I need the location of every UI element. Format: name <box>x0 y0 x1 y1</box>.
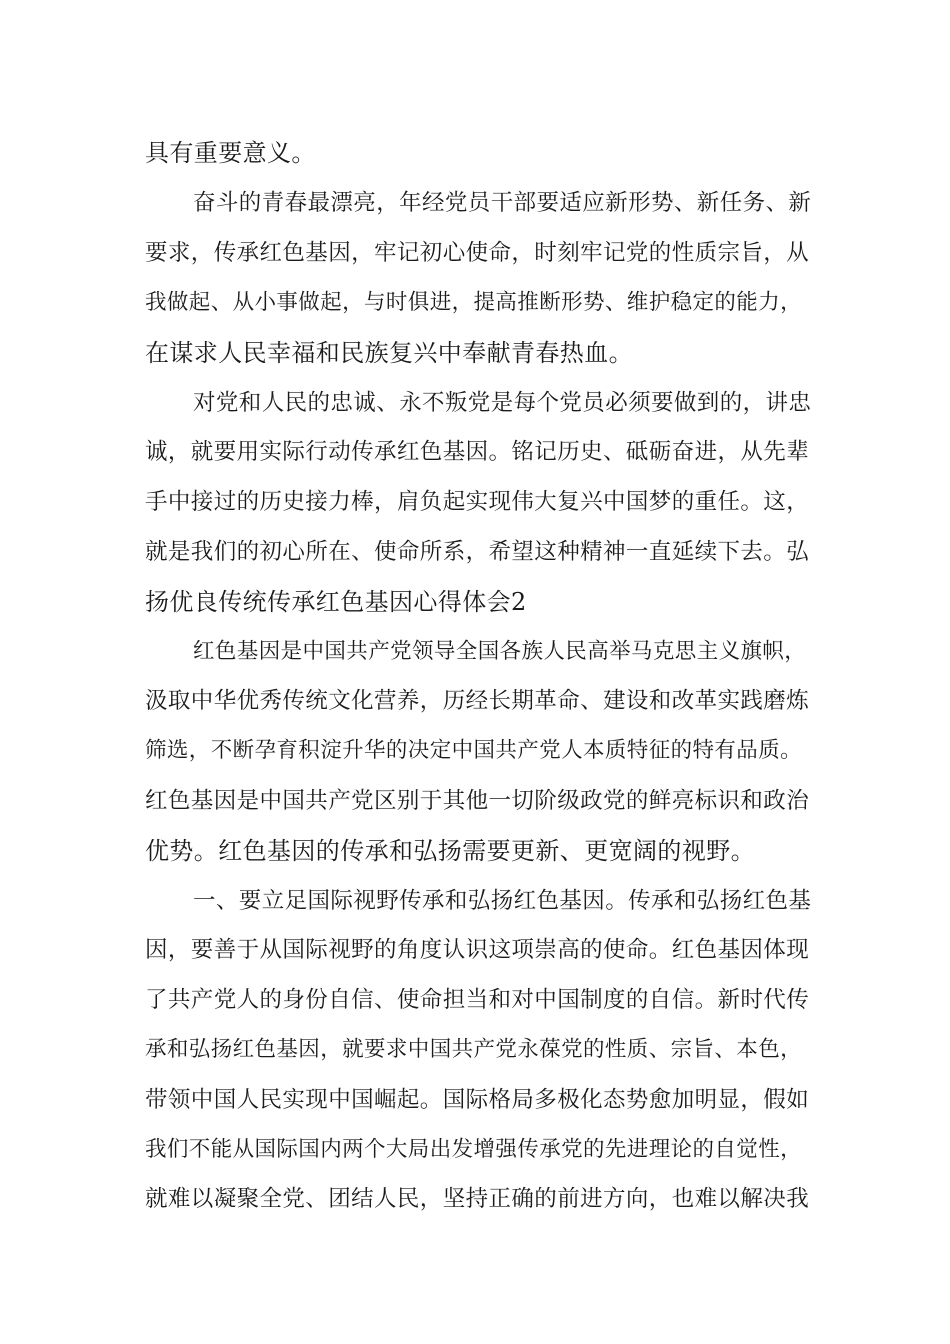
text-line: 要求，传承红色基因，牢记初心使命，时刻牢记党的性质宗旨，从 <box>145 240 810 266</box>
text-line: 就是我们的初心所在、使命所系，希望这种精神一直延续下去。弘 <box>145 539 810 565</box>
paragraph-start-line: 对党和人民的忠诚、永不叛党是每个党员必须要做到的，讲忠 <box>193 390 812 416</box>
text-line: 诚，就要用实际行动传承红色基因。铭记历史、砥砺奋进，从先辈 <box>145 439 810 465</box>
text-line: 优势。红色基因的传承和弘扬需要更新、更宽阔的视野。 <box>145 837 755 865</box>
paragraph-start-line: 奋斗的青春最漂亮，年经党员干部要适应新形势、新任务、新 <box>193 190 812 216</box>
text-line: 手中接过的历史接力棒，肩负起实现伟大复兴中国梦的重任。这， <box>145 489 810 515</box>
text-line: 在谋求人民幸福和民族复兴中奉献青春热血。 <box>145 339 633 367</box>
text-line: 我做起、从小事做起，与时俱进，提高推断形势、维护稳定的能力， <box>145 290 803 315</box>
text-line: 因，要善于从国际视野的角度认识这项崇高的使命。红色基因体现 <box>145 937 810 963</box>
text-line: 承和弘扬红色基因，就要求中国共产党永葆党的性质、宗旨、本色， <box>145 1037 803 1062</box>
paragraph-start-line: 红色基因是中国共产党领导全国各族人民高举马克思主义旗帜， <box>193 639 807 664</box>
text-line: 扬优良传统传承红色基因心得体会2 <box>145 588 527 616</box>
text-line: 筛选，不断孕育积淀升华的决定中国共产党人本质特征的特有品质。 <box>145 738 803 763</box>
text-line: 汲取中华优秀传统文化营养，历经长期革命、建设和改革实践磨炼 <box>145 688 810 714</box>
text-line: 具有重要意义。 <box>145 139 316 167</box>
text-line: 我们不能从国际国内两个大局出发增强传承党的先进理论的自觉性， <box>145 1137 803 1162</box>
text-line: 带领中国人民实现中国崛起。国际格局多极化态势愈加明显，假如 <box>145 1087 810 1113</box>
text-line: 就难以凝聚全党、团结人民，坚持正确的前进方向，也难以解决我 <box>145 1186 810 1212</box>
paragraph-start-line: 一、要立足国际视野传承和弘扬红色基因。传承和弘扬红色基 <box>193 888 812 914</box>
text-line: 红色基因是中国共产党区别于其他一切阶级政党的鲜亮标识和政治 <box>145 788 810 814</box>
text-line: 了共产党人的身份自信、使命担当和对中国制度的自信。新时代传 <box>145 987 810 1013</box>
